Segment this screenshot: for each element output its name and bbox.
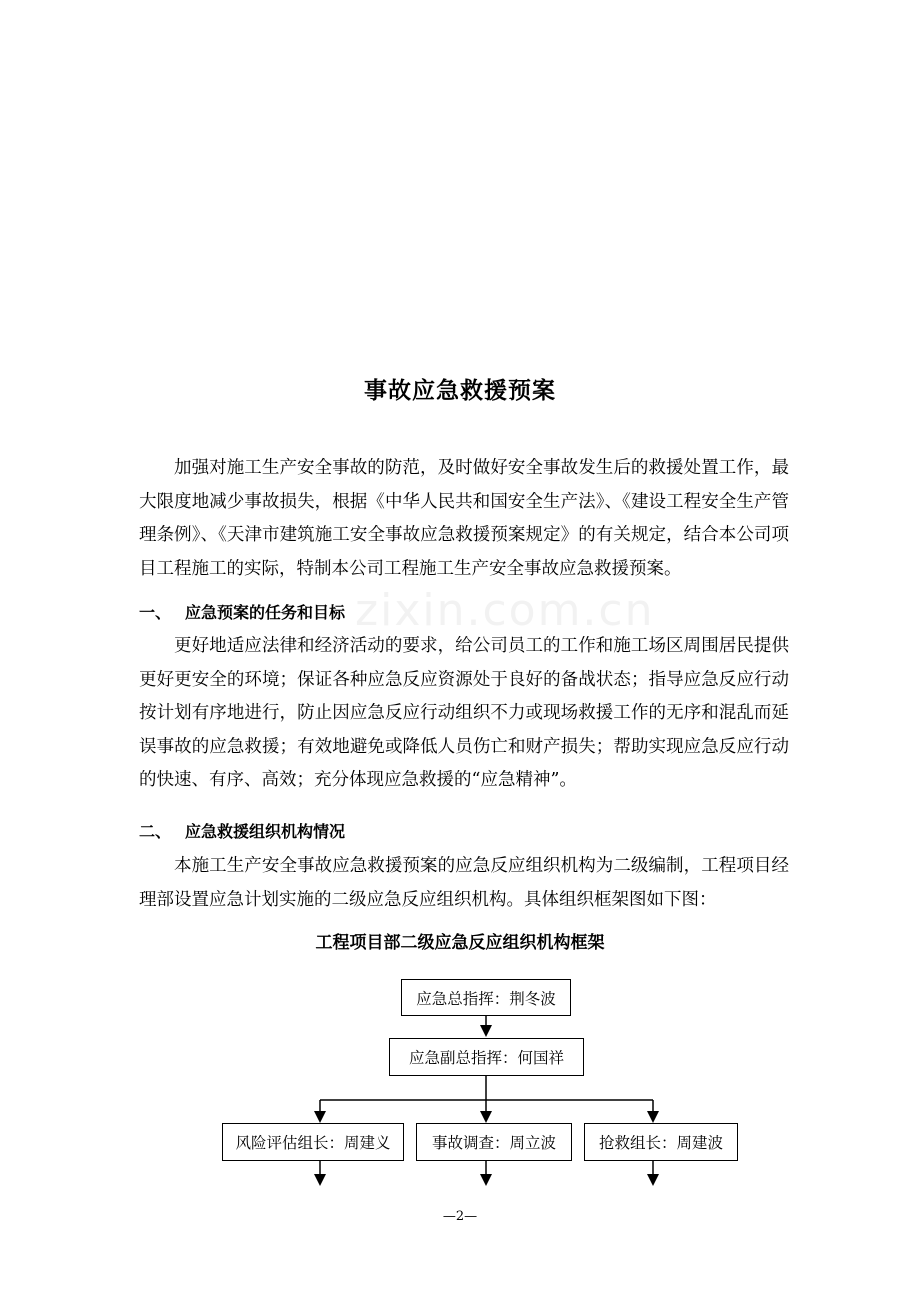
group-box-rescue: 抢救组长：周建波 — [584, 1123, 738, 1161]
group-box-investigation: 事故调查：周立波 — [416, 1123, 572, 1161]
commander-box: 应急总指挥：荆冬波 — [401, 979, 571, 1016]
intro-paragraph: 加强对施工生产安全事故的防范，及时做好安全事故发生后的救援处置工作，最大限度地减少事故损失，根据《中华人民共和国安全生产法》、《建设工程安全生产管理条例》、《天津市建筑施工安全事故应急救援预案规定》的有关规定，结合本公司项目工程施工的实际，特制本公司工程施工生产安全事故应急救援预案。 — [139, 458, 789, 579]
section-1-title: 应急预案的任务和目标 — [185, 603, 346, 622]
section-1-body: 更好地适应法律和经济活动的要求，给公司员工的工作和施工场区周围居民提供更好更安全的环境；保证各种应急反应资源处于良好的备战状态；指导应急反应行动按计划有序地进行，防止因应急反应行动组织不力或现场救援工作的无序和混乱而延误事故的应急救援；有效地避免或降低人员伤亡和财产损失；帮助实现应急反应行动的快速、有序、高效；充分体现应急救援的“应急精神”。 — [139, 636, 789, 791]
document-title: 事故应急救援预案 — [364, 377, 556, 404]
watermark: zixin.com.cn — [355, 585, 655, 636]
group-box-risk-assessment: 风险评估组长：周建义 — [222, 1123, 404, 1161]
org-chart-title: 工程项目部二级应急反应组织机构框架 — [315, 933, 605, 953]
deputy-commander-box: 应急副总指挥：何国祥 — [389, 1038, 584, 1076]
section-2-title: 应急救援组织机构情况 — [185, 822, 346, 841]
section-2-body: 本施工生产安全事故应急救援预案的应急反应组织机构为二级编制，工程项目经理部设置应急计划实施的二级应急反应组织机构。具体组织框架图如下图： — [139, 856, 789, 910]
section-1-number: 一、 — [139, 603, 172, 622]
section-2-number: 二、 — [139, 822, 172, 841]
page-number: —2— — [442, 1209, 478, 1224]
